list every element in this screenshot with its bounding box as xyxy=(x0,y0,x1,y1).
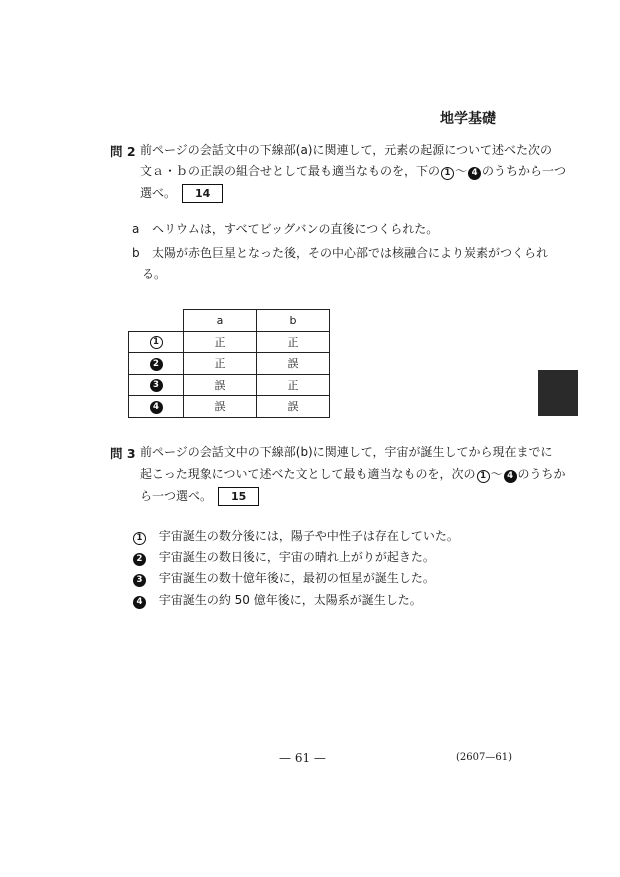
table-row-number xyxy=(129,353,184,375)
table-cell-a: 正 xyxy=(184,353,257,375)
choice-4-icon: 4 xyxy=(150,401,163,414)
statement-text: 太陽が赤色巨星となった後，その中心部では核融合により炭素がつくられ xyxy=(152,246,549,260)
table-row xyxy=(129,331,330,353)
subject-heading: 地学基礎 xyxy=(440,111,496,127)
table-cell-b: 正 xyxy=(257,374,330,396)
q3-option-4[interactable] xyxy=(132,592,422,609)
table-corner-cell xyxy=(129,310,184,332)
q2-range-sep: 〜 xyxy=(455,164,468,178)
table-cell-a: 正 xyxy=(184,331,257,353)
q3-line-2 xyxy=(140,466,566,483)
q3-option-3[interactable] xyxy=(132,570,435,587)
choice-1-icon: 1 xyxy=(441,167,454,180)
q2-line-2-tail: のうちから一つ xyxy=(482,164,567,178)
table-cell-b: 誤 xyxy=(257,396,330,418)
choice-1-icon: 1 xyxy=(133,532,146,545)
option-text: 宇宙誕生の数分後には，陽子や中性子は存在していた。 xyxy=(158,529,459,543)
q3-range-sep: 〜 xyxy=(490,467,503,481)
choice-1-icon: 1 xyxy=(150,336,163,349)
table-row-number xyxy=(129,374,184,396)
table-cell-a: 誤 xyxy=(184,374,257,396)
answer-table xyxy=(128,309,330,418)
q3-option-1[interactable] xyxy=(132,528,459,545)
q2-line-3-text: 選べ。 xyxy=(140,186,177,200)
q3-option-2[interactable] xyxy=(132,549,435,566)
table-cell-b: 誤 xyxy=(257,353,330,375)
table-row xyxy=(129,374,330,396)
q3-line-1: 前ページの会話文中の下線部(b)に関連して，宇宙が誕生してから現在までに xyxy=(140,445,553,459)
q2-label: 問 2 xyxy=(110,144,136,159)
table-row xyxy=(129,353,330,375)
choice-2-icon: 2 xyxy=(150,358,163,371)
table-header-b: b xyxy=(257,310,330,332)
table-row-number xyxy=(129,396,184,418)
statement-letter: b xyxy=(132,246,140,260)
q3-line-3 xyxy=(140,487,259,506)
table-header-a: a xyxy=(184,310,257,332)
q3-line-2-tail: のうちか xyxy=(517,467,566,481)
q2-line-3 xyxy=(140,184,223,203)
choice-3-icon: 3 xyxy=(133,574,146,587)
option-text: 宇宙誕生の約 50 億年後に，太陽系が誕生した。 xyxy=(158,593,422,607)
q3-label: 問 3 xyxy=(110,446,136,461)
choice-4-icon: 4 xyxy=(133,596,146,609)
choice-3-icon: 3 xyxy=(150,379,163,392)
q2-line-1: 前ページの会話文中の下線部(a)に関連して，元素の起源について述べた次の xyxy=(140,143,552,157)
statement-letter: a xyxy=(132,222,140,236)
page-number: — 61 — xyxy=(279,751,326,765)
statement-text: ヘリウムは，すべてビッグバンの直後につくられた。 xyxy=(152,222,439,236)
table-header-row xyxy=(129,310,330,332)
q2-statement-a xyxy=(132,221,438,237)
choice-1-icon: 1 xyxy=(477,470,490,483)
choice-4-icon: 4 xyxy=(468,167,481,180)
option-text: 宇宙誕生の数十億年後に，最初の恒星が誕生した。 xyxy=(158,571,435,585)
q3-line-2-text: 起こった現象について述べた文として最も適当なものを，次の xyxy=(140,467,476,481)
q3-answer-box[interactable]: 15 xyxy=(218,487,259,506)
table-row-number xyxy=(129,331,184,353)
q2-statement-b xyxy=(132,245,548,261)
table-cell-a: 誤 xyxy=(184,396,257,418)
section-tab-marker xyxy=(538,370,578,416)
document-code: (2607—61) xyxy=(456,752,512,763)
choice-2-icon: 2 xyxy=(133,553,146,566)
option-text: 宇宙誕生の数日後に，宇宙の晴れ上がりが起きた。 xyxy=(158,550,435,564)
q2-line-2 xyxy=(140,163,566,180)
q3-line-3-text: ら一つ選べ。 xyxy=(140,489,213,503)
table-row xyxy=(129,396,330,418)
q2-line-2-text: 文ａ・ｂの正誤の組合せとして最も適当なものを，下の xyxy=(140,164,441,178)
q2-answer-box[interactable]: 14 xyxy=(182,184,223,203)
q2-statement-b-cont: る。 xyxy=(142,267,167,281)
choice-4-icon: 4 xyxy=(504,470,517,483)
table-cell-b: 正 xyxy=(257,331,330,353)
